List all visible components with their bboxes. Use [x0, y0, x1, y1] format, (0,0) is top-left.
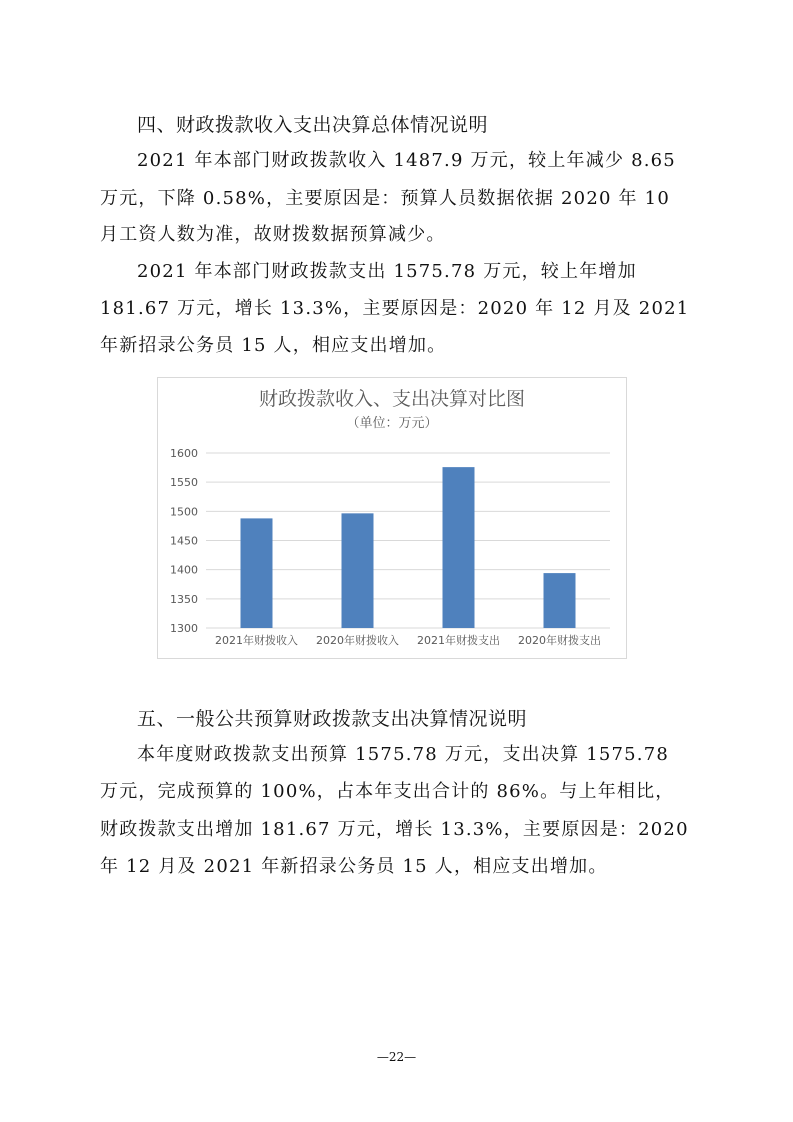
section5-para-line3: 财政拨款支出增加 181.67 万元，增长 13.3%，主要原因是：2020	[100, 819, 689, 840]
y-tick-label: 1600	[170, 447, 198, 460]
chart-title: 财政拨款收入、支出决算对比图	[258, 388, 525, 410]
page-number: —22—	[376, 1050, 417, 1064]
bar-1	[241, 518, 273, 628]
section4-para1-line2: 万元，下降 0.58%，主要原因是：预算人员数据依据 2020 年 10	[100, 188, 670, 209]
bar-chart	[157, 377, 627, 659]
bar-4	[544, 573, 576, 628]
x-tick-label: 2021年财拨收入	[215, 634, 298, 647]
section4-heading: 四、财政拨款收入支出决算总体情况说明	[137, 114, 489, 136]
y-tick-label: 1350	[170, 592, 198, 606]
y-tick-label: 1300	[170, 622, 198, 635]
x-tick-label: 2021年财拨支出	[417, 634, 500, 647]
x-tick-label: 2020年财拨支出	[518, 634, 601, 647]
section4-para2-line3: 年新招录公务员 15 人，相应支出增加。	[100, 335, 447, 356]
y-tick-label: 1450	[170, 534, 198, 548]
section5-heading: 五、一般公共预算财政拨款支出决算情况说明	[137, 708, 528, 730]
x-tick-label: 2020年财拨收入	[316, 634, 399, 647]
section4-para1-line1: 2021 年本部门财政拨款收入 1487.9 万元，较上年减少 8.65	[137, 150, 676, 171]
bar-3	[443, 467, 475, 628]
section5-para-line4: 年 12 月及 2021 年新招录公务员 15 人，相应支出增加。	[100, 856, 608, 877]
chart-plot	[158, 378, 626, 658]
y-tick-label: 1550	[170, 476, 198, 490]
section4-para2-line2: 181.67 万元，增长 13.3%，主要原因是：2020 年 12 月及 2021	[100, 298, 690, 319]
section4-para1-line3: 月工资人数为准，故财拨数据预算减少。	[100, 224, 446, 245]
section5-para-line2: 万元，完成预算的 100%，占本年支出合计的 86%。与上年相比，	[100, 781, 675, 802]
chart-subtitle: （单位：万元）	[346, 416, 438, 431]
section4-para2-line1: 2021 年本部门财政拨款支出 1575.78 万元，较上年增加	[137, 261, 637, 282]
y-tick-label: 1500	[170, 505, 198, 519]
bar-2	[342, 513, 374, 628]
section5-para-line1: 本年度财政拨款支出预算 1575.78 万元，支出决算 1575.78	[137, 744, 670, 765]
y-tick-label: 1400	[170, 563, 198, 577]
